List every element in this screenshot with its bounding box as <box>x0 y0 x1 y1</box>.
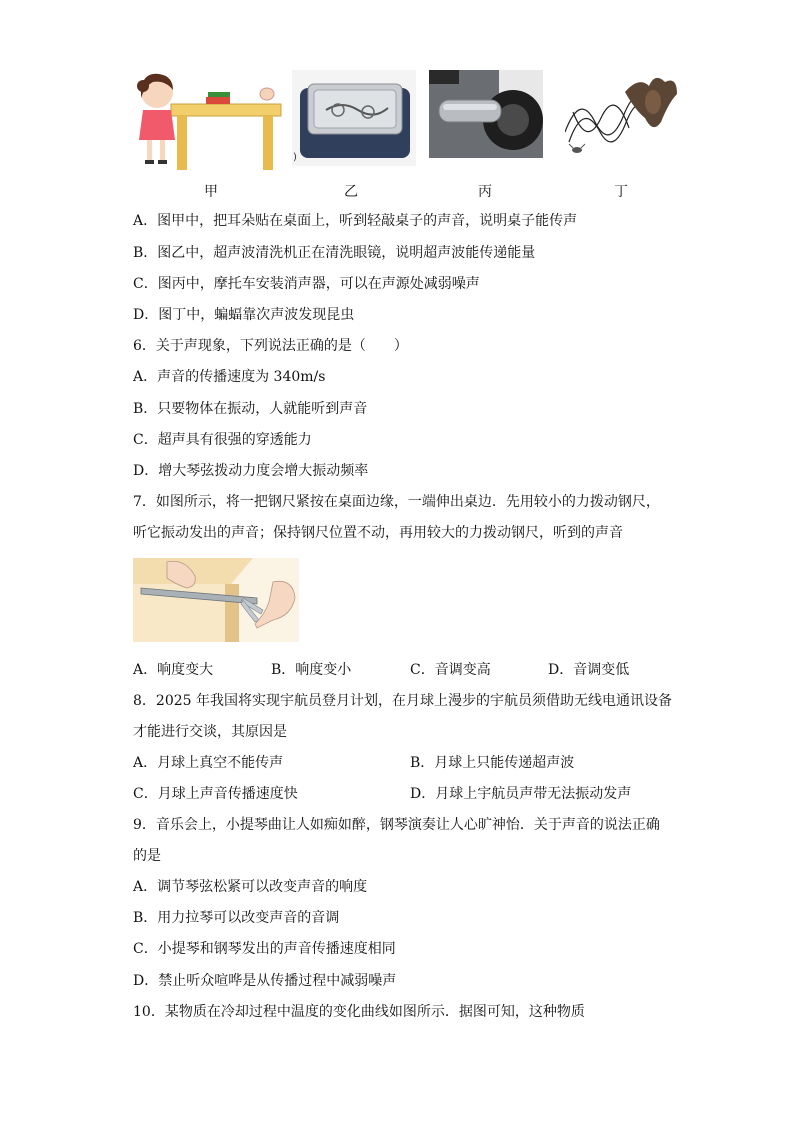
q7-option-a: A．响度变大 <box>133 662 214 678</box>
caption-bing: 丙 <box>478 184 492 200</box>
caption-jia: 甲 <box>204 184 218 200</box>
q7-stem-line1: 7．如图所示，将一把钢尺紧按在桌面边缘，一端伸出桌边．先用较小的力拨动钢尺， <box>133 494 660 510</box>
q8-option-a: A．月球上真空不能传声 <box>133 755 284 771</box>
q5-option-a: A．图甲中，把耳朵贴在桌面上，听到轻敲桌子的声音，说明桌子能传声 <box>133 213 578 229</box>
q9-stem-line2: 的是 <box>133 848 161 864</box>
q6-option-b: B．只要物体在振动，人就能听到声音 <box>133 401 368 417</box>
q8-stem-line2: 才能进行交谈，其原因是 <box>133 724 287 740</box>
q8-option-b: B．月球上只能传递超声波 <box>410 755 575 771</box>
q5-option-c: C．图丙中，摩托车安装消声器，可以在声源处减弱噪声 <box>133 276 480 292</box>
q6-option-c: C．超声具有很强的穿透能力 <box>133 432 312 448</box>
q6-stem: 6．关于声现象，下列说法正确的是（ ） <box>133 338 408 354</box>
q8-stem-line1: 8．2025 年我国将实现宇航员登月计划，在月球上漫步的宇航员须借助无线电通讯设备 <box>133 693 672 709</box>
q7-option-d: D．音调变低 <box>548 662 630 678</box>
figure-jia-girl-table <box>133 64 285 172</box>
q5-option-d: D．图丁中，蝙蝠靠次声波发现昆虫 <box>133 307 355 323</box>
figure-yi-ultrasonic-cleaner <box>292 70 416 166</box>
figure-bing-motorcycle-muffler <box>429 70 543 158</box>
caption-ding: 丁 <box>614 184 628 200</box>
q7-option-c: C．音调变高 <box>410 662 491 678</box>
q10-stem: 10．某物质在冷却过程中温度的变化曲线如图所示．据图可知，这种物质 <box>133 1004 585 1020</box>
q9-option-a: A．调节琴弦松紧可以改变声音的响度 <box>133 879 368 895</box>
q9-option-c: C．小提琴和钢琴发出的声音传播速度相同 <box>133 941 396 957</box>
figure-ding-bat-echolocation <box>565 72 679 162</box>
q7-stem-line2: 听它振动发出的声音；保持钢尺位置不动，再用较大的力拨动钢尺，听到的声音 <box>133 525 623 541</box>
q9-stem-line1: 9．音乐会上，小提琴曲让人如痴如醉，钢琴演奏让人心旷神怡．关于声音的说法正确 <box>133 817 660 833</box>
q9-option-d: D．禁止听众喧哗是从传播过程中减弱噪声 <box>133 973 397 989</box>
caption-yi: 乙 <box>344 184 358 200</box>
q9-option-b: B．用力拉琴可以改变声音的音调 <box>133 910 340 926</box>
q7-option-b: B．响度变小 <box>271 662 352 678</box>
svg-text:): ) <box>293 152 297 163</box>
q8-option-c: C．月球上声音传播速度快 <box>133 786 298 802</box>
q6-option-a: A．声音的传播速度为 340m/s <box>133 369 326 385</box>
figure-q7-ruler-on-table <box>133 558 299 642</box>
q5-option-b: B．图乙中，超声波清洗机正在清洗眼镜，说明超声波能传递能量 <box>133 245 536 261</box>
q8-option-d: D．月球上宇航员声带无法振动发声 <box>410 786 632 802</box>
q6-option-d: D．增大琴弦拨动力度会增大振动频率 <box>133 463 369 479</box>
